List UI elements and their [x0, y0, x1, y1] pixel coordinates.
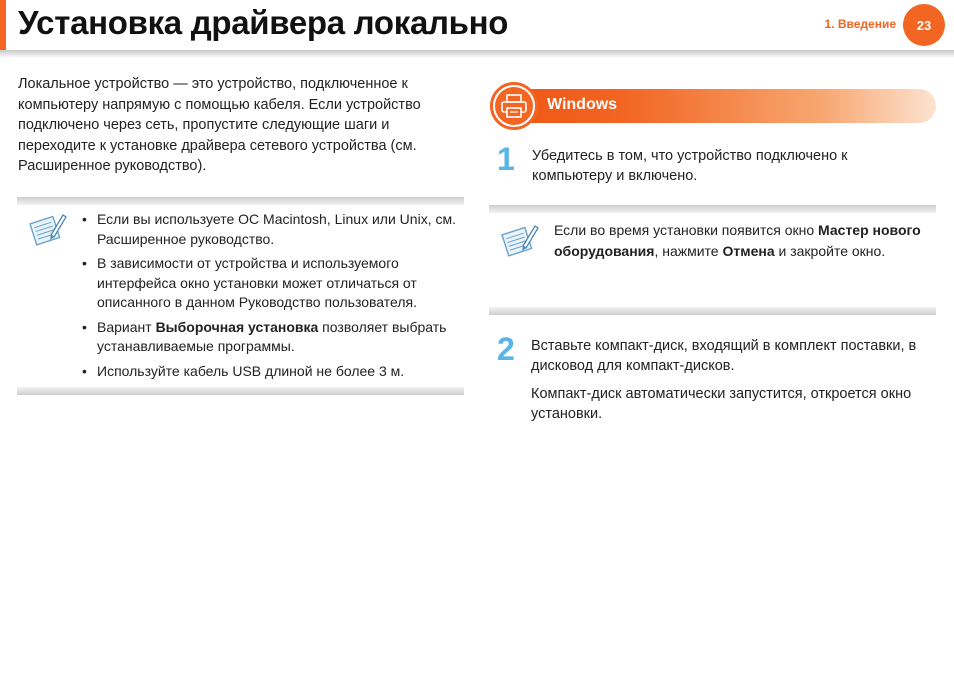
- page-title: Установка драйвера локально: [18, 4, 509, 41]
- windows-section-label: Windows: [547, 96, 618, 113]
- note-item: • Если вы используете ОС Macintosh, Linux или Unix, см. Расширенное руководство.: [97, 210, 462, 249]
- note-pencil-icon: [499, 220, 539, 260]
- note-bottom-bar: [17, 387, 464, 395]
- header-accent-bar: [0, 0, 6, 52]
- note-item: • Вариант Выборочная установка позволяет выбрать устанавливаемые программы.: [97, 318, 462, 357]
- step-number: 1: [497, 141, 515, 177]
- right-note-box: [489, 205, 936, 315]
- note-pencil-icon: [27, 209, 67, 249]
- note-top-bar: [489, 205, 936, 213]
- note-top-bar: [17, 197, 464, 205]
- intro-paragraph: Локальное устройство — это устройство, подключенное к компьютеру напрямую с помощью кабеля. Если устройство подключено через сеть, пропустите следующие шаги и переходите к установке драйвера сетевого устройства (см. Расширенное руководство).: [18, 76, 421, 174]
- right-note-text: Если во время установки появится окно Мастер нового оборудования, нажмите Отмена и закройте окно.: [554, 222, 921, 259]
- new-hardware-wizard-label: Мастер нового оборудования: [554, 222, 921, 259]
- step-subtext: Компакт-диск автоматически запустится, откроется окно установки.: [531, 386, 912, 422]
- note-bottom-bar: [489, 307, 936, 315]
- note-item: • В зависимости от устройства и используемого интерфейса окно установки может отличаться от описанного в данном Руководство пользователя.: [97, 254, 462, 313]
- section-link[interactable]: 1. Введение: [824, 17, 896, 31]
- printer-icon: [490, 82, 538, 130]
- page-number-badge: 23: [903, 4, 945, 46]
- note-item: • Используйте кабель USB длиной не более 3 м.: [97, 362, 462, 382]
- custom-install-option: Выборочная установка: [155, 318, 319, 335]
- cancel-label: Отмена: [722, 242, 775, 259]
- step-text: Вставьте компакт-диск, входящий в комплект поставки, в дисковод для компакт-дисков.: [531, 338, 917, 374]
- step-number: 2: [497, 331, 515, 367]
- left-note-box: [17, 197, 464, 395]
- step-text: Убедитесь в том, что устройство подключено к компьютеру и включено.: [532, 148, 848, 184]
- windows-section-banner: [490, 89, 936, 123]
- note-list: [97, 210, 462, 386]
- header-divider: [0, 50, 954, 58]
